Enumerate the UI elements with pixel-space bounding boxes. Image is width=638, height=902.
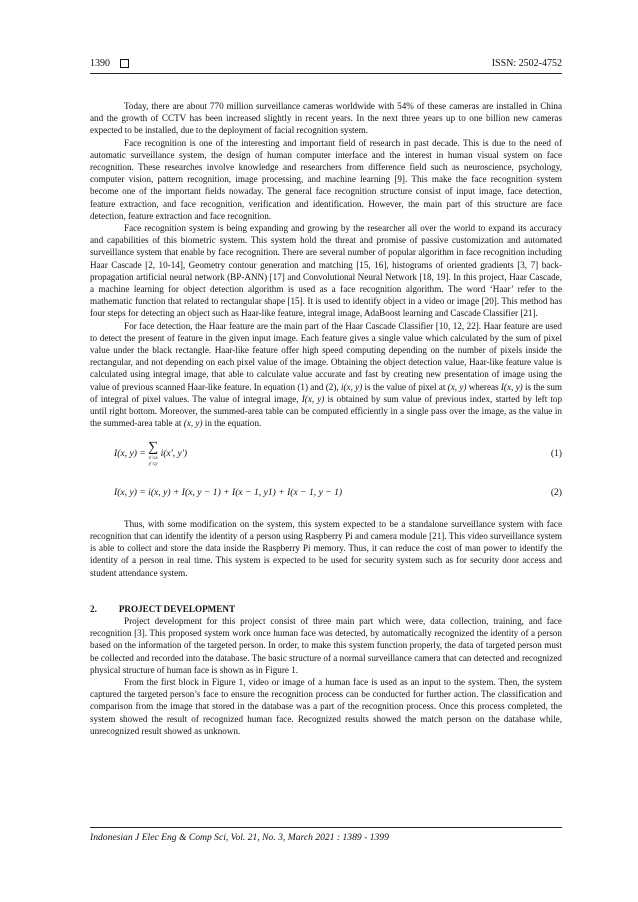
equation-rhs: i(x', y') <box>160 448 188 460</box>
math-inline: I(x, y) <box>301 393 325 404</box>
paragraph: From the first block in Figure 1, video or image of a human face is used as an input to the system. Then, the system captured the targeted person’s face to ensure the recognition process can be conducted for further action. The classification and comparison from the image that stored in the database was a part of the recognition process. Once this process completed, the system showed the result of recognized human face. Recognized results showed the match person on the database while, unrecognized result showed as unknown. <box>90 676 562 736</box>
equation-number: (2) <box>550 487 562 499</box>
article-body <box>90 100 562 737</box>
summation <box>148 441 158 467</box>
paragraph: Thus, with some modification on the system, this system expected to be a standalone surveillance system with face recognition that can identify the identity of a person using Raspberry Pi and camera module [21]. This video surveillance system is able to collect and store the data inside the Raspberry Pi memory. Thus, it can reduce the cost of man power to identify the identity of a person in real time. This system is expected to be used for security system such as for security door access and student attendance system. <box>90 518 562 578</box>
equation-lhs: I(x, y) = <box>114 448 149 460</box>
paragraph: Face recognition is one of the interesting and important field of research in past decade. This is due to the need of automatic surveillance system, the design of human computer interface and the interest in human visual system on face recognition. These researches involve knowledge and researchers from difference field such as neuroscience, psychology, computer vision, pattern recognition, image processing, and machine learning [9]. This make the face recognition system become one of the important fields nowaday. The general face recognition structure consist of input image, face detection, feature extraction, and face recognition, verification and identification. However, the main part of this structure are face detection, feature extraction and face recognition. <box>90 137 562 221</box>
text-run: For face detection, the Haar feature are the main part of the Haar Cascade Classifier [10, 12, 22]. Haar feature are used to detect the present of feature in the given input image. Each feature gives a single value which calculated by the sum of pixel value under the black rectangle. Haar-like feature offer high speed computing depending on the number of pixels inside the rectangular, and not depending on each pixel value of the image. Obtaining the object detection value, Haar-like feature value is calculated using integral image, that able to calculate value accurate and fast by creating new presentation of image using the value of previous scanned Haar-like feature. In equation (1) and (2), <box>90 320 562 392</box>
math-inline: (x, y) <box>183 418 203 429</box>
running-header <box>90 58 562 74</box>
text-run: whereas <box>466 381 501 392</box>
math-inline: (x, y) <box>447 381 467 392</box>
sigma-icon: ∑ <box>148 440 159 456</box>
section-number: 2. <box>90 603 97 614</box>
page-number: 1390 <box>90 58 110 69</box>
equation-2 <box>90 487 562 499</box>
section-heading <box>90 603 562 615</box>
paragraph-haar <box>90 320 562 430</box>
header-left <box>90 58 129 69</box>
journal-citation: Indonesian J Elec Eng & Comp Sci, Vol. 21, No. 3, March 2021 : 1389 - 1399 <box>90 832 389 843</box>
math-inline: I(x, y) <box>500 381 523 392</box>
equation-1 <box>90 441 562 467</box>
equation-body <box>114 441 187 467</box>
page <box>90 58 562 737</box>
equation-number: (1) <box>550 448 562 460</box>
text-run: is obtained by sum value of previous index, started by left top until right bottom. Moreover, the summed-area table can be computed efficiently in a single pass over the image, as the value in the summed-area table at <box>90 393 563 429</box>
math-inline: i(x, y) <box>340 381 363 392</box>
sum-index-x: x'≤x <box>148 455 158 462</box>
text-run: in the equation. <box>202 418 262 429</box>
paragraph: Today, there are about 770 million surveillance cameras worldwide with 54% of these cameras are installed in China and the growth of CCTV has been increased slightly in recent years. In the next three years up to one billion new cameras expected to be installed, due to the deployment of facial recognition system. <box>90 101 562 136</box>
paragraph: Project development for this project consist of three main part which were, data collection, training, and face recognition [3]. This proposed system work once human face was detected, by automatically recognized the identity of a person based on the information of the targeted person. In order, to make this system function properly, the data of targeted person must be collected and recorded into the database. The basic structure of a normal surveillance camera that can detected and recognized physical structure of human face is shown as in Figure 1. <box>90 615 562 675</box>
section-title: PROJECT DEVELOPMENT <box>118 603 236 614</box>
issn: ISSN: 2502-4752 <box>491 58 562 69</box>
text-run: is the sum of integral of pixel values. The value of integral image, <box>90 381 562 404</box>
paragraph: Face recognition system is being expanding and growing by the researcher all over the world to expand its accuracy and capabilities of this biometric system. This system hold the threat and promise of passive customization and automated surveillance system that enable by face recognition. There are several number of popular algorithm in face recognition including Haar Cascade [2, 10-14], Geometry contour generation and matching [15, 16], histograms of oriented gradients [3, 7] back-propagation artificial neural network (BP-ANN) [17] and Convolutional Neural Network [18, 19]. In this project, Haar Cascade, a machine learning for object detection algorithm is used as a face recognition algorithm. The word ‘Haar’ refer to the mathematic function that related to rectangular shape [15]. It is used to identify object in a video or image [20]. This method has four steps for detecting an object such as Haar-like feature, integral image, AdaBoost learning and Cascade Classifier [21]. <box>90 223 562 319</box>
text-run: is the value of pixel at <box>362 381 448 392</box>
sum-index-y: y'≤y <box>148 461 158 468</box>
running-footer <box>90 827 562 843</box>
equation-body: I(x, y) = i(x, y) + I(x, y − 1) + I(x − 1, y1) + I(x − 1, y − 1) <box>114 487 343 499</box>
square-icon <box>120 59 129 68</box>
